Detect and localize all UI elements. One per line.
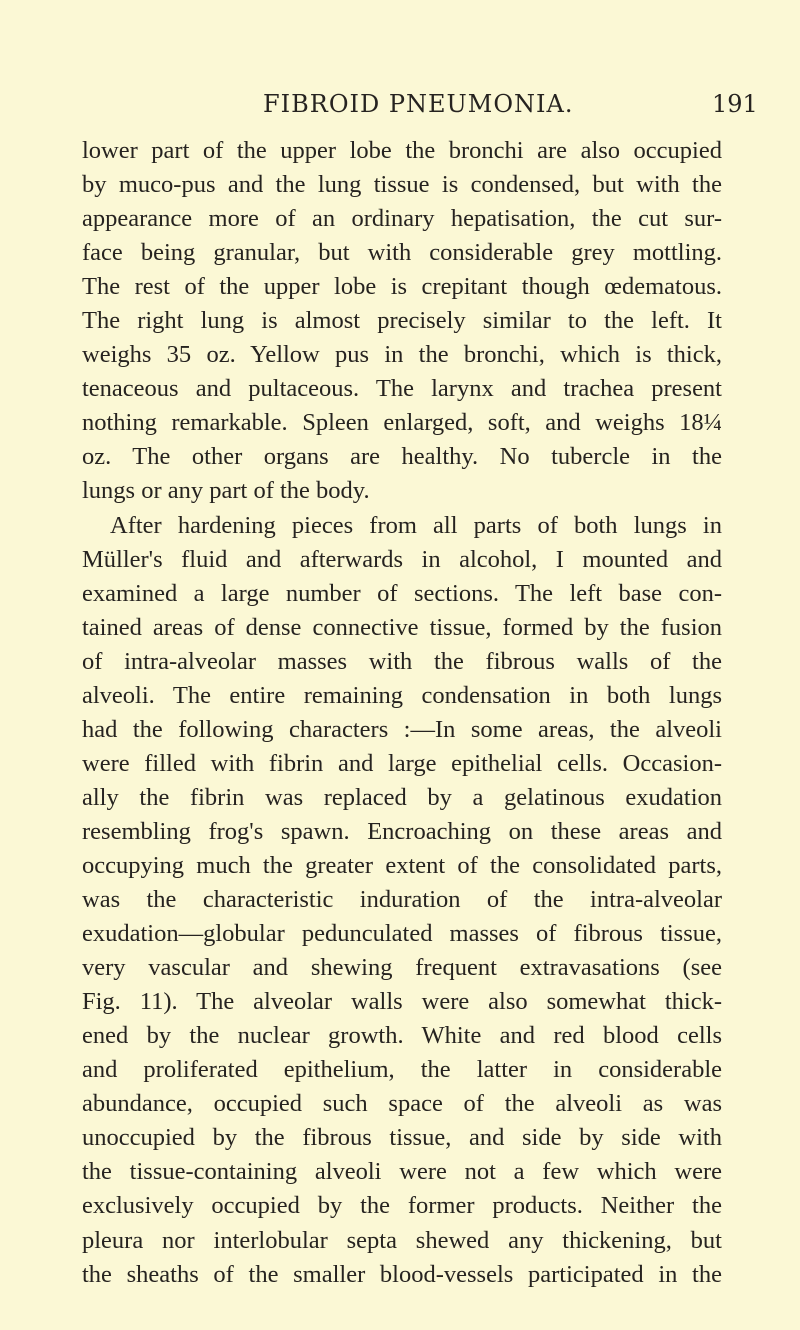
text-line: resembling frog's spawn. Encroaching on these areas and [82, 817, 722, 845]
text-line: lungs or any part of the body. [82, 477, 370, 505]
text-line: was the characteristic induration of the intra-alveolar [82, 886, 722, 914]
text-line: nothing remarkable. Spleen enlarged, soft, and weighs 18¼ [82, 409, 722, 437]
page-number: 191 [712, 90, 758, 118]
body-text [82, 134, 722, 1292]
text-line: appearance more of an ordinary hepatisation, the cut sur- [82, 205, 722, 233]
running-head [0, 84, 800, 124]
paragraph-first-line: After hardening pieces from all parts of both lungs in [110, 511, 722, 539]
text-line: abundance, occupied such space of the alveoli as was [82, 1090, 722, 1118]
text-line: were filled with fibrin and large epithelial cells. Occasion- [82, 749, 722, 777]
text-line: occupying much the greater extent of the consolidated parts, [82, 851, 722, 879]
text-line: Müller's fluid and afterwards in alcohol, I mounted and [82, 545, 722, 573]
text-line: and proliferated epithelium, the latter in considerable [82, 1056, 722, 1084]
text-line: exclusively occupied by the former products. Neither the [82, 1192, 722, 1220]
text-line: pleura nor interlobular septa shewed any thickening, but [82, 1226, 722, 1254]
text-line: lower part of the upper lobe the bronchi are also occupied [82, 137, 722, 164]
text-line: by muco-pus and the lung tissue is condensed, but with the [82, 171, 722, 199]
text-line: unoccupied by the fibrous tissue, and side by side with [82, 1124, 722, 1152]
text-line: ally the fibrin was replaced by a gelatinous exudation [82, 783, 722, 811]
text-line: exudation—globular pedunculated masses of fibrous tissue, [82, 920, 722, 948]
text-line: of intra-alveolar masses with the fibrous walls of the [82, 647, 722, 675]
text-line: had the following characters :—In some areas, the alveoli [82, 715, 722, 743]
text-line: tained areas of dense connective tissue, formed by the fusion [82, 613, 722, 641]
text-line: very vascular and shewing frequent extravasations (see [82, 954, 722, 982]
text-line: The rest of the upper lobe is crepitant though œdematous. [82, 273, 722, 301]
text-line: the tissue-containing alveoli were not a few which were [82, 1158, 722, 1186]
text-line: ened by the nuclear growth. White and red blood cells [82, 1022, 722, 1050]
text-line: Fig. 11). The alveolar walls were also somewhat thick- [82, 988, 722, 1016]
text-line: oz. The other organs are healthy. No tubercle in the [82, 443, 722, 471]
text-line: The right lung is almost precisely similar to the left. It [82, 307, 722, 335]
text-line: examined a large number of sections. The left base con- [82, 579, 722, 607]
text-line: the sheaths of the smaller blood-vessels participated in the [82, 1260, 722, 1288]
text-line: tenaceous and pultaceous. The larynx and trachea present [82, 375, 722, 403]
running-title: FIBROID PNEUMONIA. [263, 90, 574, 118]
text-line: alveoli. The entire remaining condensation in both lungs [82, 681, 722, 709]
text-line: face being granular, but with considerable grey mottling. [82, 239, 722, 267]
text-line: weighs 35 oz. Yellow pus in the bronchi, which is thick, [82, 341, 722, 369]
